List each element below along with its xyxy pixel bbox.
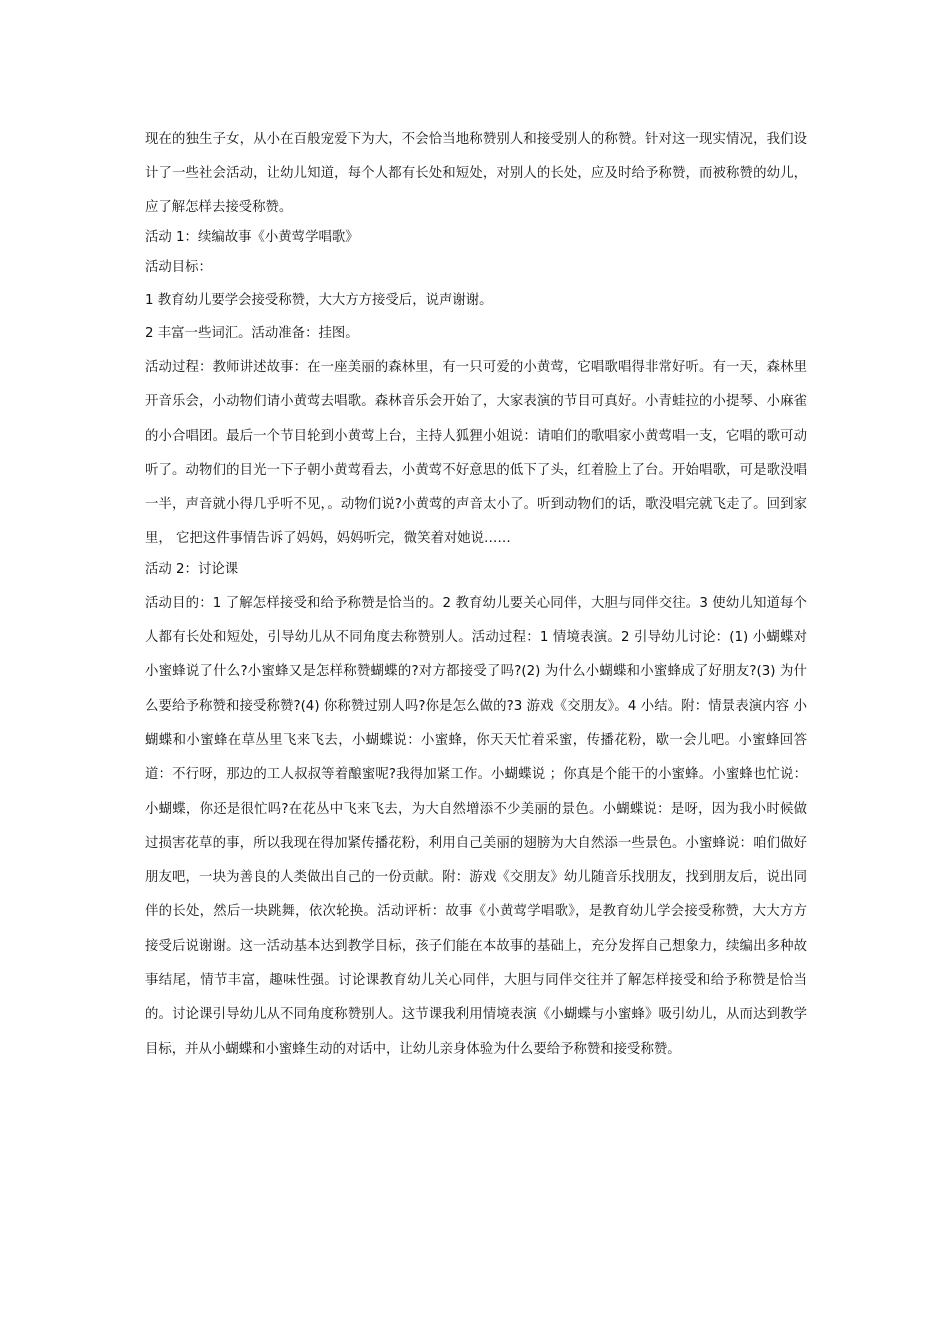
- activity2-body-paragraph: 活动目的：1 了解怎样接受和给予称赞是恰当的。2 教育幼儿要关心同伴，大胆与同伴交往。3 使幼儿知道每个人都有长处和短处，引导幼儿从不同角度去称赞别人。活动过程：1 情境表演。2 引导幼儿讨论：(1) 小蝴蝶对小蜜蜂说了什么?小蜜蜂又是怎样称赞蝴蝶的?对方都接受了吗?(2) 为什么小蝴蝶和小蜜蜂成了好朋友?(3) 为什么要给予称赞和接受称赞?(4) 你称赞过别人吗?你是怎么做的?3 游戏《交朋友》。4 小结。附：情景表演内容 小蝴蝶和小蜜蜂在草丛里飞来飞去，小蝴蝶说：小蜜蜂，你天天忙着采蜜，传播花粉，歇一会儿吧。小蜜蜂回答道：不行呀，那边的工人叔叔等着酿蜜呢?我得加紧工作。小蝴蝶说 ；你真是个能干的小蜜蜂。小蜜蜂也忙说：小蝴蝶，你还是很忙吗?在花丛中飞来飞去，为大自然增添不少美丽的景色。小蝴蝶说：是呀，因为我小时候做过损害花草的事，所以我现在得加紧传播花粉，利用自己美丽的翅膀为大自然添一些景色。小蜜蜂说：咱们做好朋友吧，一块为善良的人类做出自己的一份贡献。附：游戏《交朋友》幼儿随音乐找朋友，找到朋友后，说出同伴的长处，然后一块跳舞，依次轮换。活动评析：故事《小黄莺学唱歌》，是教育幼儿学会接受称赞，大大方方接受后说谢谢。这一活动基本达到教学目标，孩子们能在本故事的基础上，充分发挥自己想象力，续编出多种故事结尾，情节丰富，趣味性强。讨论课教育幼儿关心同伴，大胆与同伴交往并了解怎样接受和给予称赞是恰当的。讨论课引导幼儿从不同角度称赞别人。这节课我利用情境表演《小蝴蝶与小蜜蜂》吸引幼儿，从而达到教学目标，并从小蝴蝶和小蜜蜂生动的对话中，让幼儿亲身体验为什么要给予称赞和接受称赞。: [145, 595, 807, 1057]
- document-body: [145, 123, 807, 1067]
- activity1-process-paragraph: 活动过程：教师讲述故事：在一座美丽的森林里，有一只可爱的小黄莺，它唱歌唱得非常好听。有一天，森林里开音乐会，小动物们请小黄莺去唱歌。森林音乐会开始了，大家表演的节目可真好。小青蛙拉的小提琴、小麻雀的小合唱团。最后一个节目轮到小黄莺上台，主持人狐狸小姐说：请咱们的歌唱家小黄莺唱一支，它唱的歌可动听了。动物们的目光一下子朝小黄莺看去，小黄莺不好意思的低下了头，红着脸上了台。开始唱歌，可是歌没唱一半，声音就小得几乎听不见，。动物们说?小黄莺的声音太小了。听到动物们的话，歌没唱完就飞走了。回到家里， 它把这件事情告诉了妈妈，妈妈听完，微笑着对她说……: [145, 360, 807, 547]
- activity2-title: 活动 2：讨论课: [145, 561, 239, 577]
- intro-paragraph: 现在的独生子女，从小在百般宠爱下为大，不会恰当地称赞别人和接受别人的称赞。针对这一现实情况，我们设计了一些社会活动，让幼儿知道，每个人都有长处和短处，对别人的长处，应及时给予称赞，而被称赞的幼儿，应了解怎样去接受称赞。: [145, 132, 807, 215]
- activity1-goal-1: 1 教育幼儿要学会接受称赞，大大方方接受后，说声谢谢。: [145, 293, 493, 308]
- activity1-goal-label: 活动目标：: [145, 260, 212, 275]
- activity1-title: 活动 1：续编故事《小黄莺学唱歌》: [145, 230, 359, 245]
- activity1-goal-2: 2 丰富一些词汇。活动准备：挂图。: [145, 326, 359, 341]
